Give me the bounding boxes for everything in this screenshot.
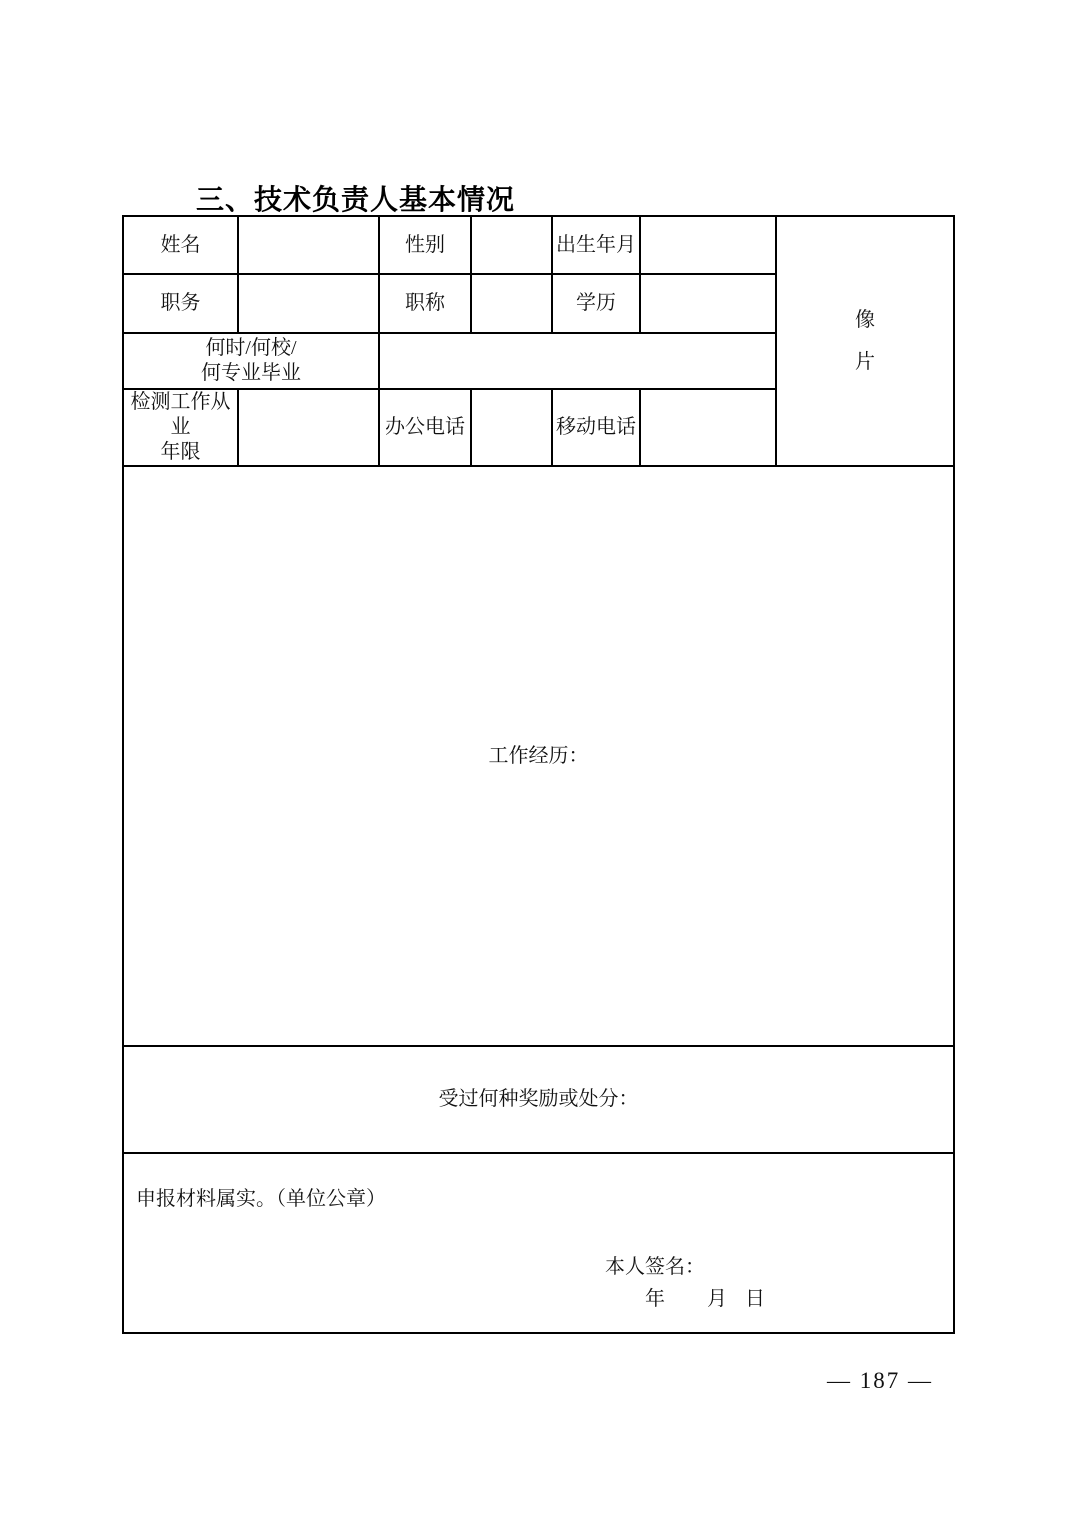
graduation-label-line1: 何时/何校/ bbox=[205, 337, 297, 359]
testing-experience-years-line1: 检测工作从业 bbox=[130, 391, 231, 438]
awards-punishments-label: 受过何种奖励或处分： bbox=[438, 1088, 639, 1110]
row-declaration-signature bbox=[123, 1153, 954, 1333]
photo-label bbox=[777, 299, 953, 383]
declaration-text: 申报材料属实。（单位公章） bbox=[136, 1188, 386, 1210]
gender-label: 性别 bbox=[379, 216, 471, 274]
birth-date-value-cell bbox=[640, 216, 776, 274]
photo-label-line1: 像 bbox=[855, 309, 875, 331]
education-label: 学历 bbox=[552, 274, 640, 333]
work-experience-label: 工作经历： bbox=[488, 744, 589, 767]
photo-label-line2: 片 bbox=[855, 351, 875, 373]
awards-punishments-cell bbox=[123, 1046, 954, 1153]
page-number: — 187 — bbox=[827, 1368, 933, 1393]
birth-date-label: 出生年月 bbox=[552, 216, 640, 274]
office-phone-value-cell bbox=[471, 389, 552, 466]
declaration-signature-wrap bbox=[124, 1155, 953, 1331]
position-value-cell bbox=[238, 274, 379, 333]
mobile-phone-value-cell bbox=[640, 389, 776, 466]
row-awards-punishments bbox=[123, 1046, 954, 1153]
date-month-label: 月 bbox=[707, 1288, 727, 1310]
mobile-phone-label: 移动电话 bbox=[552, 389, 640, 466]
photo-cell bbox=[776, 216, 954, 466]
gender-value-cell bbox=[471, 216, 552, 274]
declaration-signature-cell bbox=[123, 1153, 954, 1333]
testing-experience-years-value-cell bbox=[238, 389, 379, 466]
testing-experience-years-label bbox=[123, 389, 238, 466]
education-value-cell bbox=[640, 274, 776, 333]
graduation-value-cell bbox=[379, 333, 776, 389]
signature-label: 本人签名： bbox=[605, 1256, 705, 1278]
name-value-cell bbox=[238, 216, 379, 274]
name-label: 姓名 bbox=[123, 216, 238, 274]
work-experience-cell bbox=[123, 466, 954, 1046]
date-day-label: 日 bbox=[745, 1288, 765, 1310]
position-label: 职务 bbox=[123, 274, 238, 333]
office-phone-label: 办公电话 bbox=[379, 389, 471, 466]
date-year-label: 年 bbox=[645, 1288, 665, 1310]
graduation-label-line2: 何专业毕业 bbox=[201, 362, 301, 384]
row-work-experience bbox=[123, 466, 954, 1046]
graduation-label bbox=[123, 333, 379, 389]
professional-title-value-cell bbox=[471, 274, 552, 333]
page-title: 三、技术负责人基本情况 bbox=[196, 184, 516, 215]
row-name-gender-birth bbox=[123, 216, 954, 274]
technical-director-form bbox=[122, 215, 955, 1334]
testing-experience-years-line2: 年限 bbox=[160, 441, 201, 463]
date-line bbox=[645, 1287, 765, 1312]
professional-title-label: 职称 bbox=[379, 274, 471, 333]
